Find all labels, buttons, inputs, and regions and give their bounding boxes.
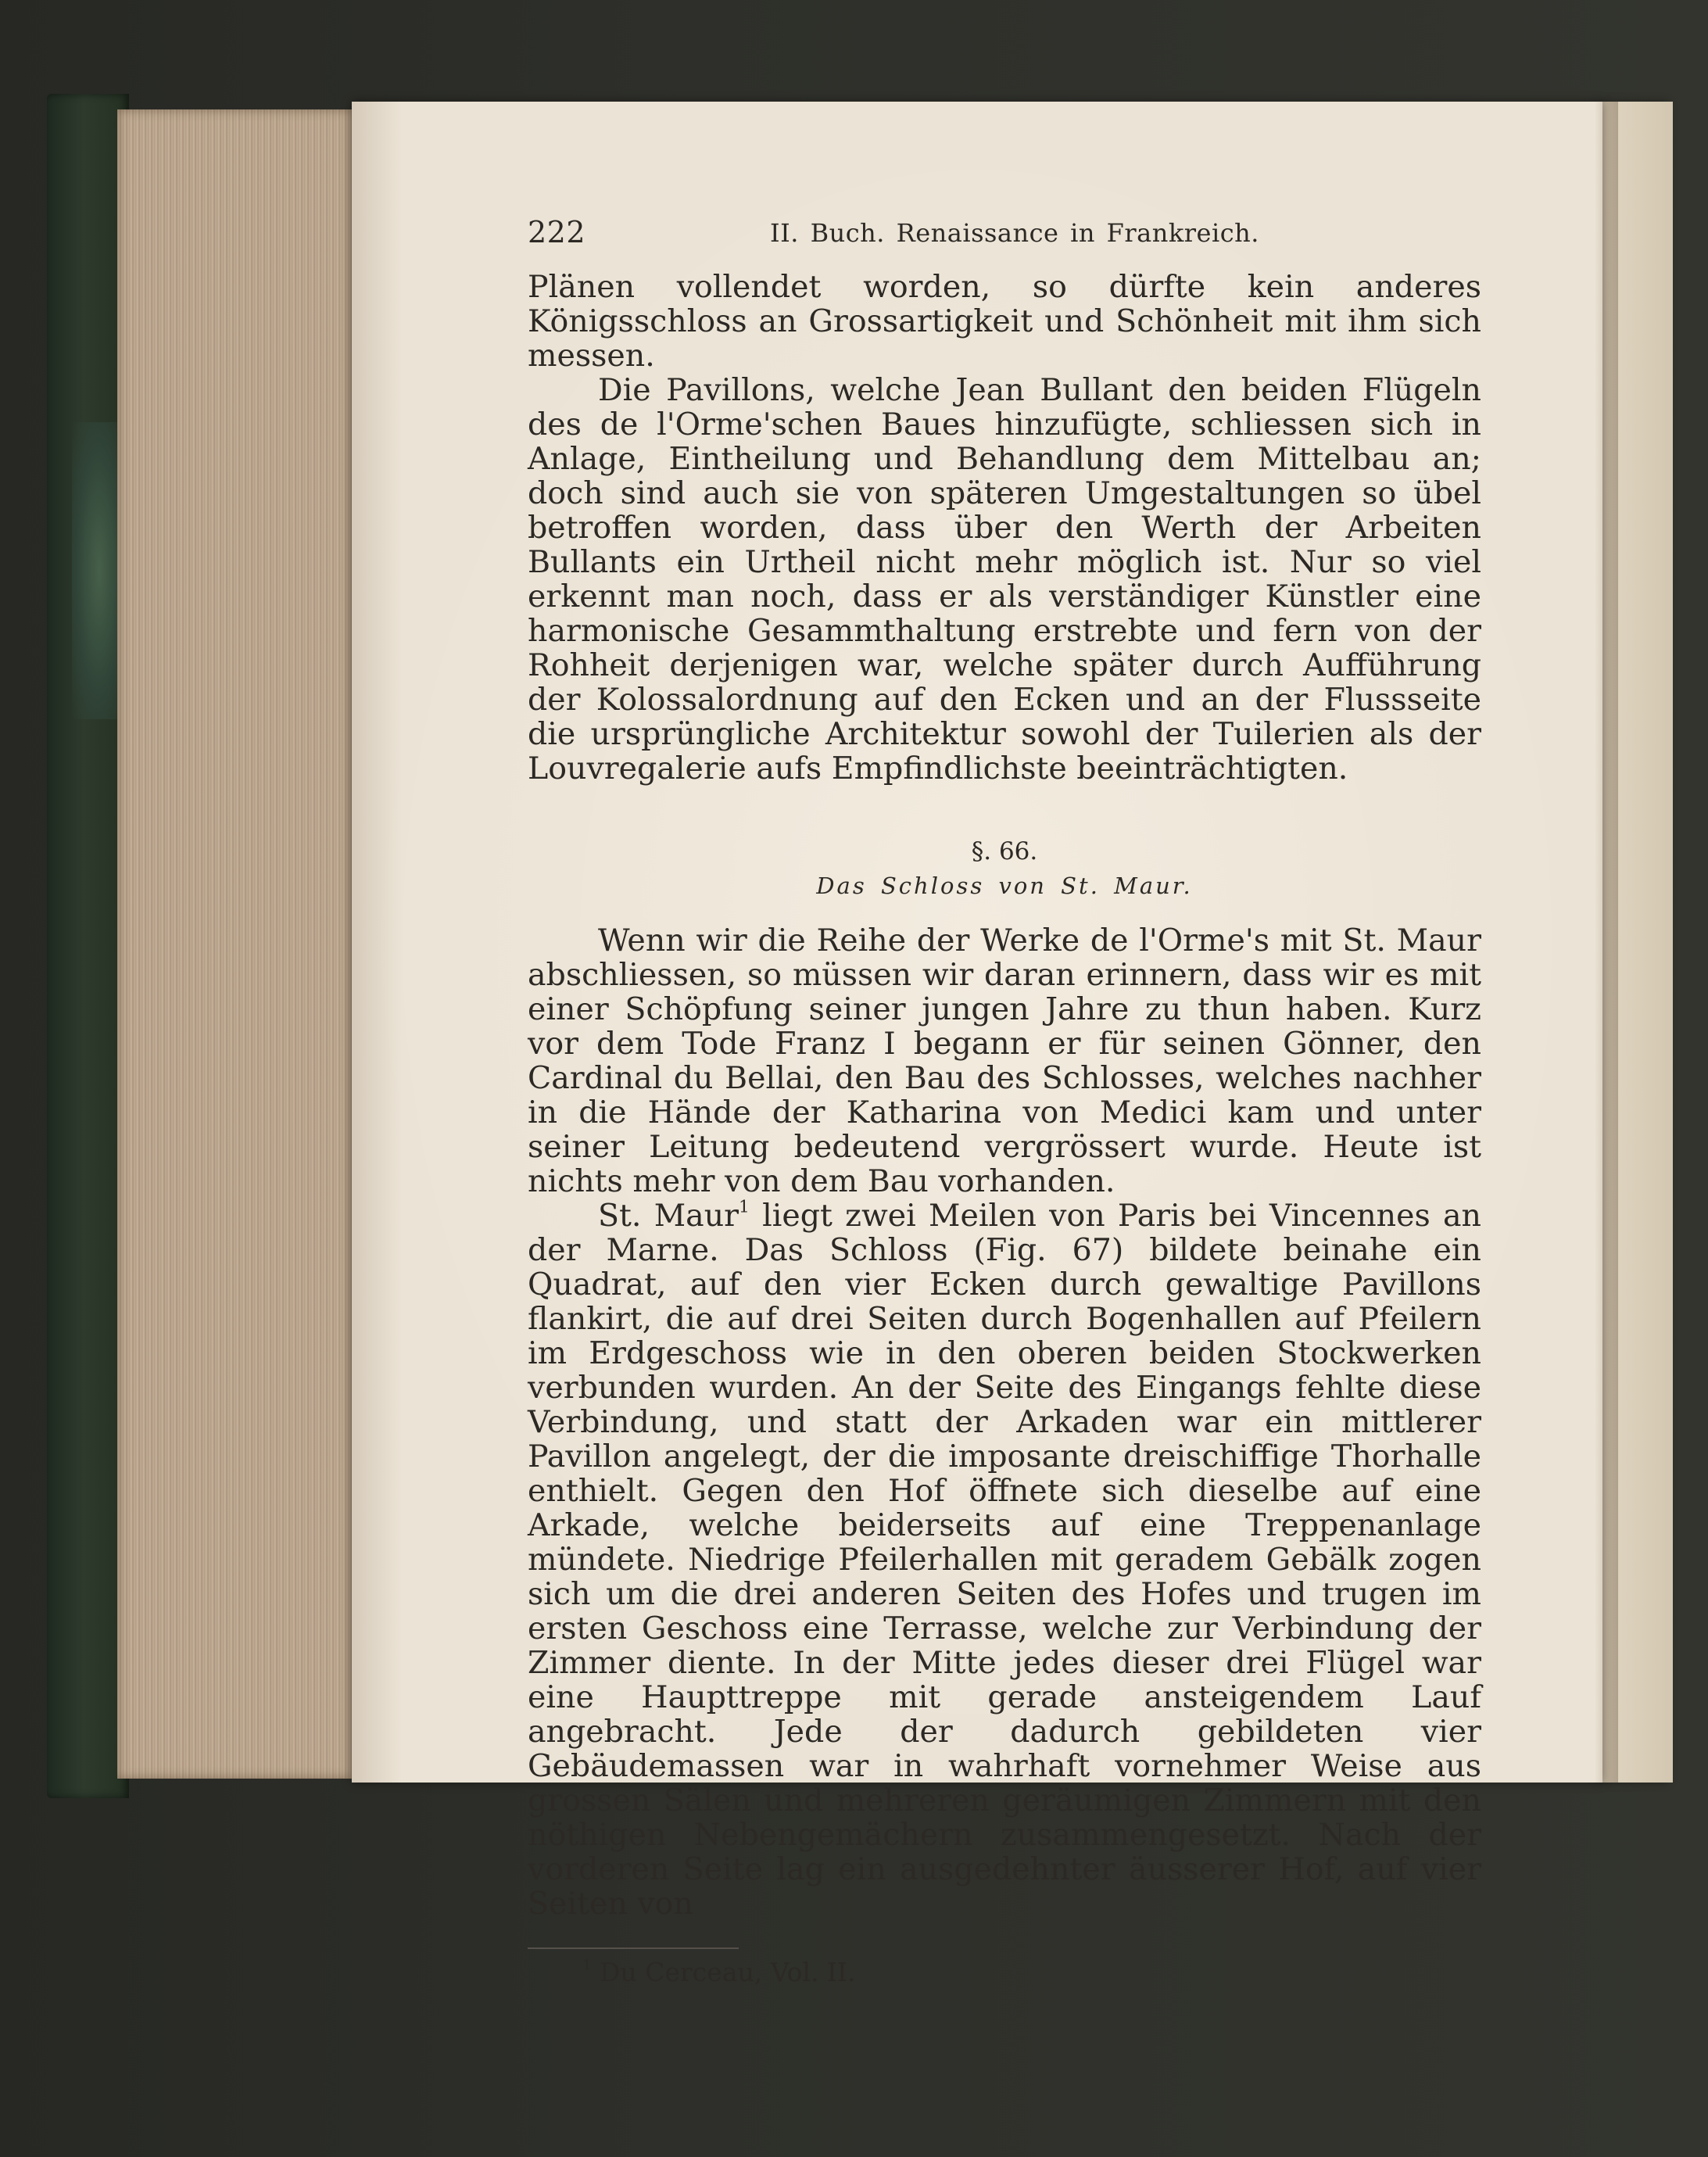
paragraph-pavillons: Die Pavillons, welche Jean Bullant den beiden Flügeln des de l'Orme'schen Baues hinzufügte, schliessen sich in Anlage, Eintheilung und Behandlung dem Mittelbau an; doch sind auch sie von späteren Umgestaltungen so übel betroffen worden, dass über den Werth der Arbeiten Bullants ein Urtheil nicht mehr möglich ist. Nur so viel erkennt man noch, dass er als verständiger Künstler eine harmonische Gesammthaltung erstrebte und fern von der Rohheit derjenigen war, welche später durch Aufführung der Kolossalordnung auf den Ecken und an der Flussseite die ursprüngliche Architektur sowohl der Tuilerien als der Louvregalerie aufs Empfindlichste beeinträchtigten.	[528, 372, 1481, 786]
paragraph-wenn: Wenn wir die Reihe der Werke de l'Orme's mit St. Maur abschliessen, so müssen wir daran erinnern, dass wir es mit einer Schöpfung seiner jungen Jahre zu thun haben. Kurz vor dem Tode Franz I begann er für seinen Gönner, den Cardinal du Bellai, den Bau des Schlosses, welches nachher in die Hände der Katharina von Medici kam und unter seiner Leitung bedeutend vergrössert wurde. Heute ist nichts mehr von dem Bau vorhanden.	[528, 923, 1481, 1199]
continued-paragraph: Plänen vollendet worden, so dürfte kein anderes Königsschloss an Grossartigkeit und Schönheit mit ihm sich messen.	[528, 269, 1481, 374]
footnote-divider	[528, 1947, 739, 1949]
footnote	[528, 1957, 1481, 1988]
page-number: 222	[528, 215, 586, 249]
section-title: Das Schloss von St. Maur.	[816, 872, 1193, 899]
paragraph-rest: liegt zwei Meilen von Paris bei Vincennes an der Marne. Das Schloss (Fig. 67) bildete beinahe ein Quadrat, auf den vier Ecken durch gewaltige Pavillons flankirt, die auf drei Seiten durch Bogenhallen auf Pfeilern im Erdgeschoss wie in den oberen beiden Stockwerken verbunden wurden. An der Seite des Eingangs fehlte diese Verbindung, und statt der Arkaden war ein mittlerer Pavillon angelegt, der die imposante dreischiffige Thorhalle enthielt. Gegen den Hof öffnete sich dieselbe auf eine Arkade, welche beiderseits auf eine Treppenanlage mündete. Niedrige Pfeilerhallen mit geradem Gebälk zogen sich um die drei anderen Seiten des Hofes und trugen im ersten Geschoss eine Terrasse, welche zur Verbindung der Zimmer diente. In der Mitte jedes dieser drei Flügel war eine Haupttreppe mit gerade ansteigendem Lauf angebracht. Jede der dadurch gebildeten vier Gebäudemassen war in wahrhaft vornehmer Weise aus grossen Sälen und mehreren geräumigen Zimmern mit den nöthigen Nebengemächern zusammengesetzt. Nach der vorderen Seite lag ein ausgedehnter äusserer Hof, auf vier Seiten von	[528, 1198, 1481, 1922]
footnote-marker: 1	[582, 1957, 592, 1974]
running-head	[528, 215, 1481, 270]
book-page	[352, 102, 1602, 1987]
paragraph-lead: St. Maur	[598, 1198, 739, 1234]
page-gutter-shadow	[1595, 102, 1618, 1783]
page-text-block	[528, 215, 1481, 1988]
footnote-reference: 1	[739, 1197, 750, 1217]
paragraph-st-maur	[528, 1199, 1481, 1921]
footnote-text: Du Cerceau, Vol. II.	[600, 1957, 856, 1987]
section-number: §. 66.	[971, 837, 1038, 865]
page-edges	[117, 109, 352, 1779]
running-title: II. Buch. Renaissance in Frankreich.	[770, 218, 1259, 248]
